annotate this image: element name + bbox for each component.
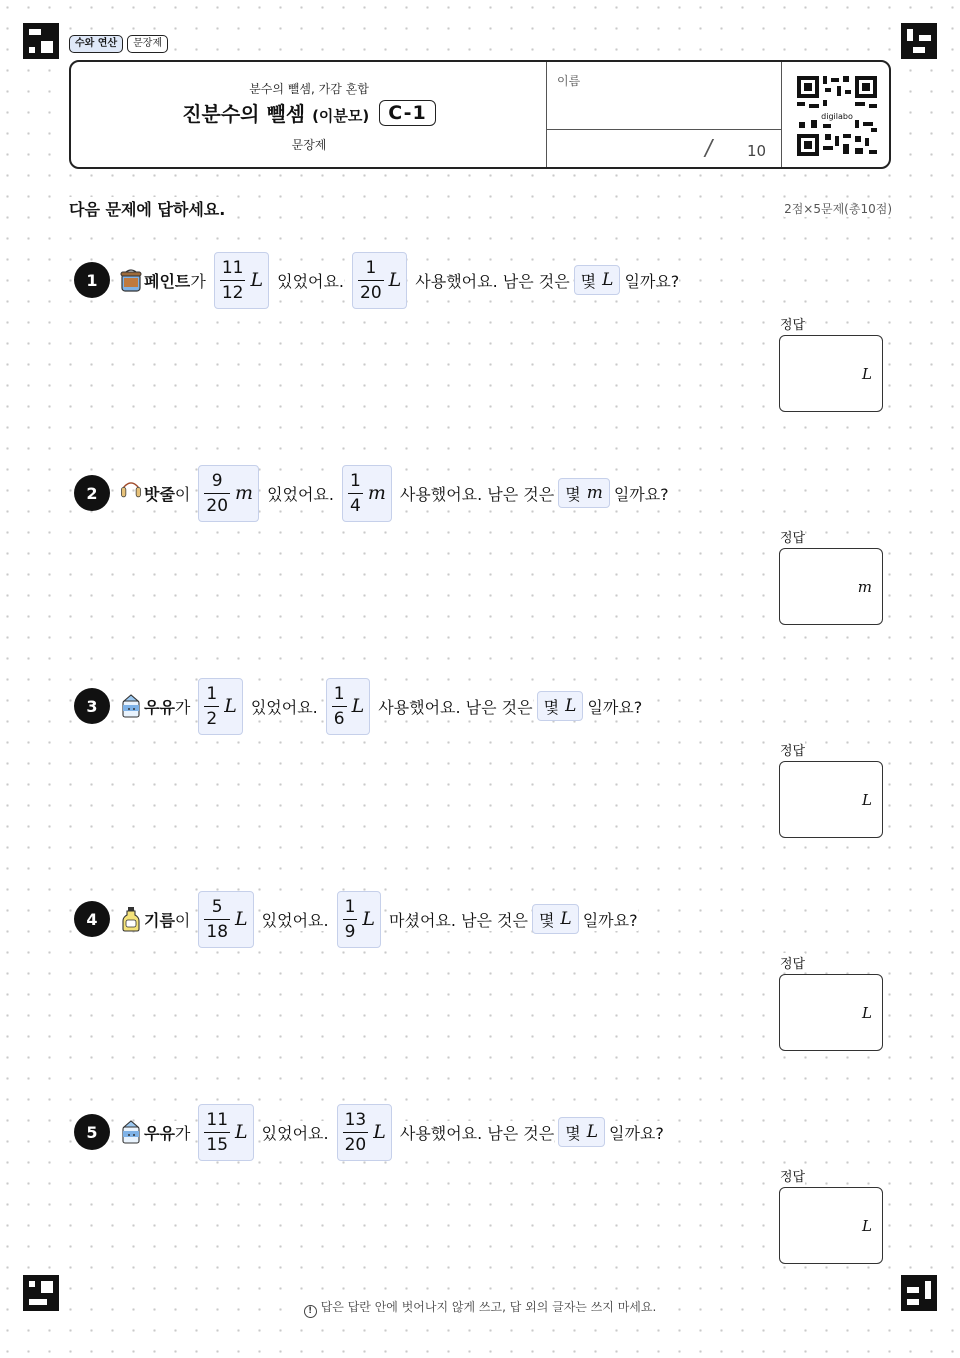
used-amount [337, 1104, 392, 1161]
answer-label: 정답 [780, 953, 805, 972]
answer-box[interactable] [779, 1187, 883, 1264]
item-particle: 가 [175, 1121, 190, 1144]
unit-label: L [224, 695, 237, 717]
fraction [358, 257, 384, 304]
item-particle: 이 [175, 908, 190, 931]
warning-icon: ! [304, 1305, 317, 1318]
category-tag-secondary: 문장제 [127, 35, 168, 53]
initial-amount [198, 465, 259, 522]
text-had: 있었어요. [277, 269, 344, 292]
milk-carton-icon [120, 1119, 142, 1145]
initial-amount [214, 252, 269, 309]
category-tags [69, 35, 168, 53]
text-question-end: 일까요? [583, 908, 638, 931]
fraction [343, 1109, 369, 1156]
unit-label: L [351, 695, 365, 717]
name-score-divider [547, 129, 781, 130]
text-question-end: 일까요? [624, 269, 679, 292]
denominator: 20 [206, 495, 229, 516]
footer-note [0, 1298, 960, 1318]
text-had: 있었어요. [267, 482, 334, 505]
problem-number-badge: 2 [74, 475, 110, 511]
question-word: 몇 [565, 1123, 581, 1143]
answer-label: 정답 [780, 1166, 805, 1185]
question-word: 몇 [538, 910, 555, 930]
used-amount [337, 891, 381, 948]
denominator: 6 [333, 708, 345, 729]
unit-label: L [373, 1121, 386, 1143]
numerator: 1 [344, 896, 356, 917]
numerator: 11 [221, 257, 244, 278]
fraction-bar [204, 919, 230, 920]
question-amount [558, 478, 610, 508]
name-label: 이름 [557, 74, 581, 88]
answer-box[interactable] [779, 335, 883, 412]
numerator: 1 [365, 257, 377, 278]
fraction-bar [220, 280, 246, 281]
text-used: 사용했어요. 남은 것은 [400, 482, 554, 505]
fraction [204, 683, 219, 730]
corner-marker-top-right [901, 23, 937, 59]
numerator: 9 [211, 470, 223, 491]
used-amount [342, 465, 392, 522]
fraction [220, 257, 246, 304]
header-subtitle: 분수의 뺄셈, 가감 혼합 [249, 82, 369, 96]
fraction-bar [204, 706, 219, 707]
header-kind: 문장제 [291, 138, 327, 152]
fraction-bar [204, 493, 230, 494]
fraction-bar [358, 280, 384, 281]
jump-rope-icon [120, 480, 142, 506]
svg-text:digilabo: digilabo [821, 112, 853, 121]
header-title-area [71, 62, 547, 167]
unit-label: L [565, 696, 577, 716]
answer-unit: L [862, 1217, 872, 1235]
item-name: 우유 [144, 1121, 175, 1144]
denominator: 9 [344, 921, 356, 942]
fraction-bar [343, 919, 358, 920]
category-tag-primary: 수와 연산 [69, 35, 123, 53]
denominator: 2 [206, 708, 218, 729]
denominator: 4 [349, 495, 361, 516]
worksheet-header [69, 60, 891, 169]
fraction-bar [348, 493, 363, 494]
problem-row [74, 1102, 664, 1162]
item-name: 밧줄 [144, 482, 175, 505]
answer-box[interactable] [779, 548, 883, 625]
question-amount [574, 265, 621, 295]
fraction-bar [343, 1132, 369, 1133]
answer-unit: L [862, 791, 872, 809]
problem-number-badge: 3 [74, 688, 110, 724]
fraction [204, 1109, 230, 1156]
qr-code-icon [795, 74, 879, 158]
problem-row [74, 676, 642, 736]
footer-text: 답은 답란 안에 벗어나지 않게 쓰고, 답 외의 글자는 쓰지 마세요. [320, 1300, 657, 1314]
numerator: 1 [349, 470, 361, 491]
text-had: 있었어요. [262, 908, 329, 931]
answer-unit: L [862, 365, 872, 383]
denominator: 15 [206, 1134, 229, 1155]
title-suffix: (이분모) [312, 107, 370, 125]
answer-label: 정답 [780, 740, 805, 759]
initial-amount [198, 891, 253, 948]
unit-label: L [388, 269, 402, 291]
problem-number-badge: 1 [74, 262, 110, 298]
fraction-bar [204, 1132, 230, 1133]
item-name: 페인트 [144, 269, 190, 292]
problem-row [74, 889, 638, 949]
numerator: 5 [211, 896, 223, 917]
used-amount [326, 678, 370, 735]
answer-box[interactable] [779, 761, 883, 838]
numerator: 11 [206, 1109, 229, 1130]
unit-label: L [235, 1121, 248, 1143]
answer-box[interactable] [779, 974, 883, 1051]
item-name: 우유 [144, 695, 175, 718]
oil-bottle-icon [120, 906, 142, 932]
text-question-end: 일까요? [609, 1121, 664, 1144]
problem-number-badge: 4 [74, 901, 110, 937]
unit-label: m [235, 482, 254, 504]
text-question-end: 일까요? [614, 482, 669, 505]
text-question-end: 일까요? [587, 695, 642, 718]
score-info: 2점×5문제(총10점) [784, 202, 892, 216]
unit-label: m [586, 483, 603, 503]
text-had: 있었어요. [262, 1121, 329, 1144]
item-particle: 가 [175, 695, 190, 718]
question-amount [537, 691, 584, 721]
initial-amount [198, 1104, 253, 1161]
page-title: 진분수의 뺄셈 (이분모) [182, 102, 370, 126]
text-had: 있었어요. [251, 695, 318, 718]
unit-label: L [362, 908, 376, 930]
problem-row [74, 463, 669, 523]
unit-label: L [602, 270, 614, 290]
name-score-area [546, 62, 782, 167]
unit-label: L [586, 1122, 598, 1142]
numerator: 1 [333, 683, 345, 704]
unit-label: L [235, 908, 248, 930]
numerator: 1 [206, 683, 218, 704]
fraction [348, 470, 363, 517]
worksheet-code: C-1 [379, 100, 436, 126]
fraction [332, 683, 347, 730]
item-name: 기름 [144, 908, 175, 931]
text-used: 사용했어요. 남은 것은 [378, 695, 532, 718]
text-used: 사용했어요. 남은 것은 [415, 269, 569, 292]
question-word: 몇 [580, 271, 597, 291]
item-particle: 가 [190, 269, 205, 292]
fraction-bar [332, 706, 347, 707]
denominator: 20 [360, 282, 382, 303]
problem-number-badge: 5 [74, 1114, 110, 1150]
numerator: 13 [344, 1109, 367, 1130]
item-particle: 이 [175, 482, 190, 505]
score-total: 10 [747, 142, 767, 160]
unit-label: L [250, 269, 264, 291]
answer-unit: L [862, 1004, 872, 1022]
answer-unit: m [857, 578, 872, 596]
answer-label: 정답 [780, 527, 805, 546]
denominator: 18 [206, 921, 229, 942]
text-used: 사용했어요. 남은 것은 [400, 1121, 554, 1144]
problem-row [74, 250, 679, 310]
question-amount [558, 1117, 605, 1147]
denominator: 12 [221, 282, 244, 303]
score-slash: / [702, 136, 715, 161]
denominator: 20 [344, 1134, 367, 1155]
fraction [204, 470, 230, 517]
paint-bucket-icon [120, 267, 142, 293]
question-word: 몇 [543, 697, 560, 717]
text-used: 마셨어요. 남은 것은 [389, 908, 528, 931]
fraction [204, 896, 230, 943]
used-amount [352, 252, 407, 309]
corner-marker-top-left [23, 23, 59, 59]
fraction [343, 896, 358, 943]
initial-amount [198, 678, 242, 735]
unit-label: m [367, 482, 386, 504]
milk-carton-icon [120, 693, 142, 719]
instruction-text: 다음 문제에 답하세요. [69, 197, 229, 220]
answer-label: 정답 [780, 314, 805, 333]
question-amount [532, 904, 579, 934]
question-word: 몇 [565, 484, 581, 504]
unit-label: L [560, 909, 572, 929]
